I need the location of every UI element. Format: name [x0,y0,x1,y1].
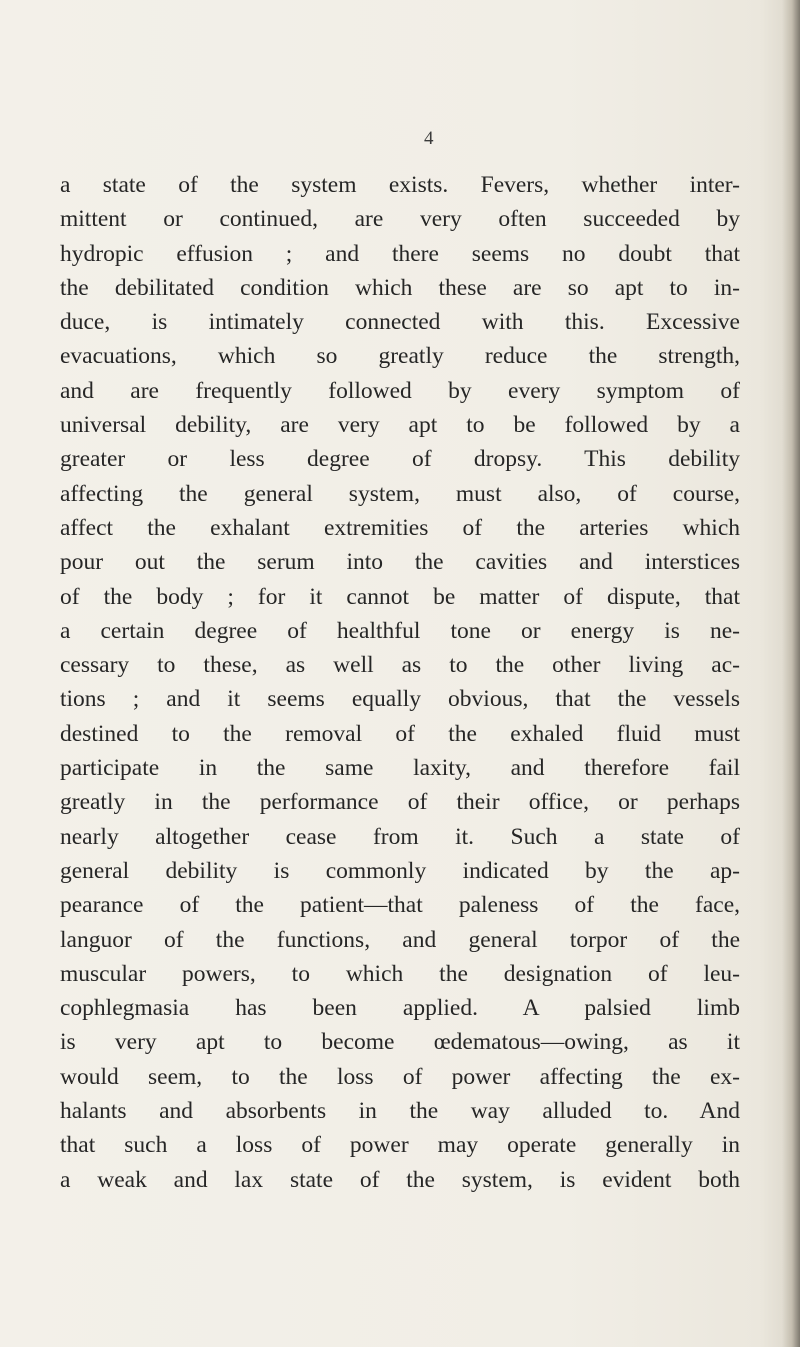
text-line: tions ; and it seems equally obvious, that the vessels [60,686,740,713]
text-line: destined to the removal of the exhaled fluid must [60,720,740,747]
text-line: pearance of the patient—that paleness of the face, [60,892,740,919]
text-line: a state of the system exists. Fevers, whether inter- [60,172,740,198]
text-line: of the body ; for it cannot be matter of dispute, that [60,583,740,610]
text-line: universal debility, are very apt to be followed by a [60,412,740,439]
text-line: affect the exhalant extremities of the arteries which [60,514,740,541]
text-line: affecting the general system, must also, of course, [60,480,740,507]
body-text [60,168,740,1197]
text-line: hydropic effusion ; and there seems no doubt that [60,240,740,267]
text-line: greater or less degree of dropsy. This debility [60,446,740,473]
text-line: halants and absorbents in the way alluded to. And [60,1098,740,1125]
text-line: pour out the serum into the cavities and interstices [60,549,740,576]
page-edge-shadow [782,0,800,1347]
text-line: duce, is intimately connected with this. Excessive [60,309,740,336]
text-line: mittent or continued, are very often succeeded by [60,206,740,233]
text-line: evacuations, which so greatly reduce the strength, [60,343,740,370]
text-line: greatly in the performance of their office, or perhaps [60,789,740,816]
text-line: general debility is commonly indicated by the ap- [60,857,740,884]
text-line: a certain degree of healthful tone or energy is ne- [60,617,740,644]
text-line: nearly altogether cease from it. Such a state of [60,823,740,850]
text-line: is very apt to become œdematous—owing, as it [60,1029,740,1056]
page-number: 4 [424,128,434,149]
text-line: and are frequently followed by every symptom of [60,377,740,404]
text-line: that such a loss of power may operate generally in [60,1132,740,1159]
text-line: would seem, to the loss of power affecting the ex- [60,1063,740,1090]
text-line: cophlegmasia has been applied. A palsied limb [60,995,740,1022]
text-line: a weak and lax state of the system, is evident both [60,1166,740,1193]
text-line: cessary to these, as well as to the other living ac- [60,652,740,679]
text-line: participate in the same laxity, and therefore fail [60,755,740,782]
text-line: the debilitated condition which these are so apt to in- [60,274,740,301]
text-line: languor of the functions, and general torpor of the [60,926,740,953]
text-line: muscular powers, to which the designation of leu- [60,960,740,987]
